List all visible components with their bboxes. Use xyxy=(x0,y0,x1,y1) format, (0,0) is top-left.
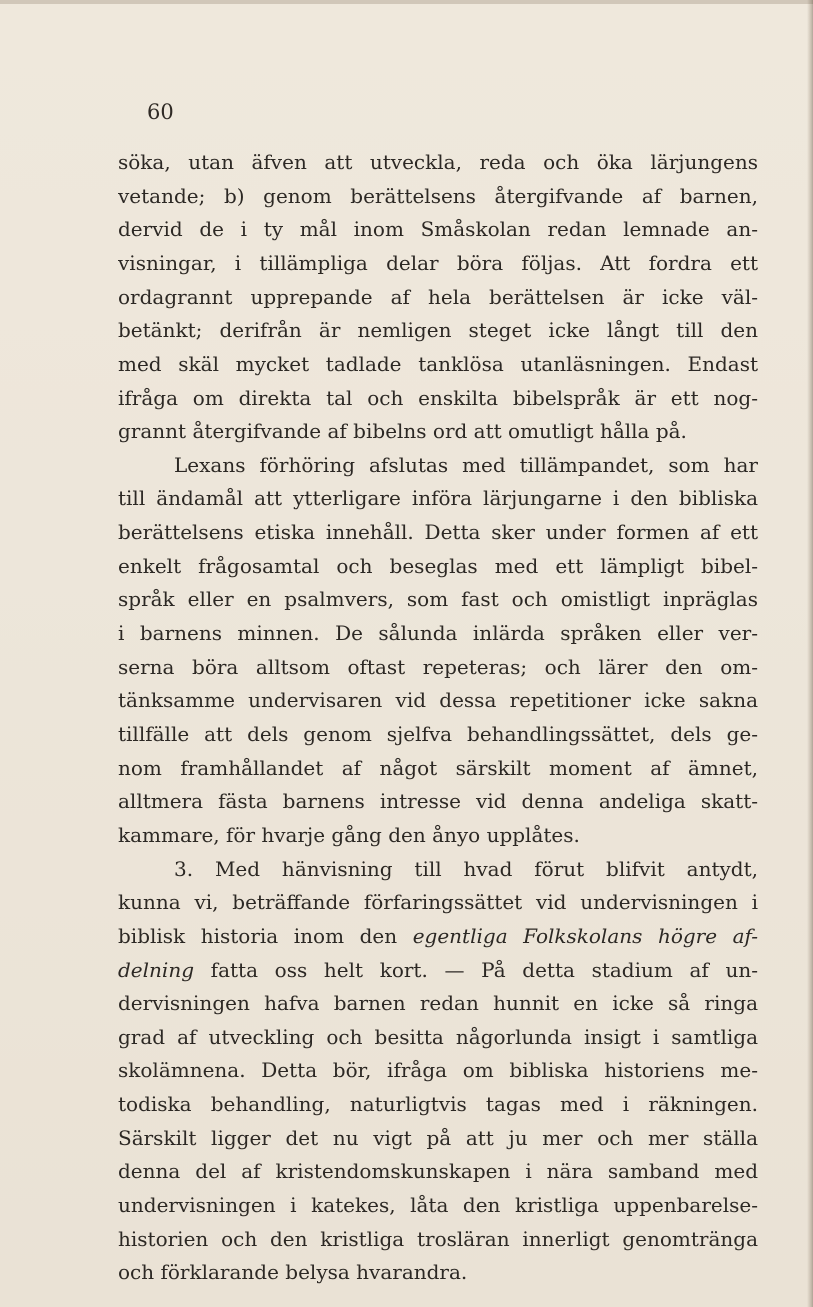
text-line xyxy=(118,920,758,954)
text-line: todiska behandling, naturligtvis tagas med i räkningen. xyxy=(118,1092,758,1117)
text-line: ordagrannt upprepande af hela berättelsen är icke väl- xyxy=(118,284,758,309)
page-right-edge xyxy=(807,0,813,1307)
page-number: 60 xyxy=(147,100,174,124)
text-line: språk eller en psalmvers, som fast och omistligt inpräglas xyxy=(118,587,758,612)
text-line: grad af utveckling och besitta någorlunda insigt i samtliga xyxy=(118,1024,758,1049)
text-line: Särskilt ligger det nu vigt på att ju mer och mer ställa xyxy=(118,1125,758,1150)
text-line: alltmera fästa barnens intresse vid denna andeliga skatt- xyxy=(118,789,758,814)
text-line: ifråga om direkta tal och enskilta bibelspråk är ett nog- xyxy=(118,385,758,410)
text-line: och förklarande belysa hvarandra. xyxy=(118,1260,468,1285)
text-line: nom framhållandet af något särskilt moment af ämnet, xyxy=(118,755,758,780)
text-line: enkelt frågosamtal och beseglas med ett lämpligt bibel- xyxy=(118,553,758,578)
text-line: kunna vi, beträffande förfaringssättet vid undervisningen i xyxy=(118,890,758,915)
text-segment: fatta oss helt kort. — På detta stadium af un- xyxy=(210,957,758,982)
text-line: dervisningen hafva barnen redan hunnit en icke så ringa xyxy=(118,991,758,1016)
page-top-edge xyxy=(0,0,813,4)
text-line: visningar, i tillämpliga delar böra följas. Att fordra ett xyxy=(118,250,758,275)
text-line: dervid de i ty mål inom Småskolan redan lemnade an- xyxy=(118,217,758,242)
text-line: tänksamme undervisaren vid dessa repetitioner icke sakna xyxy=(118,688,758,713)
emphasized-text: delning xyxy=(118,957,194,982)
text-line: söka, utan äfven att utveckla, reda och öka lärjungens xyxy=(118,150,758,174)
text-line: skolämnena. Detta bör, ifråga om bibliska historiens me- xyxy=(118,1058,758,1083)
text-line: berättelsens etiska innehåll. Detta sker under formen af ett xyxy=(118,520,758,545)
text-line: undervisningen i katekes, låta den kristliga uppenbarelse- xyxy=(118,1193,758,1218)
overflow-guard xyxy=(118,1262,758,1296)
text-line: till ändamål att ytterligare införa lärjungarne i den bibliska xyxy=(118,486,758,511)
text-line: tillfälle att dels genom sjelfva behandlingssättet, dels ge- xyxy=(118,722,758,746)
text-line: vetande; b) genom berättelsens återgifvande af barnen, xyxy=(118,183,758,208)
text-segment: biblisk historia inom den xyxy=(118,923,398,948)
text-line: i barnens minnen. De sålunda inlärda språken eller ver- xyxy=(118,621,758,646)
text-line: historien och den kristliga trosläran innerligt genomtränga xyxy=(118,1226,758,1251)
text-line: serna böra alltsom oftast repeteras; och lärer den om- xyxy=(118,654,758,679)
text-line: kammare, för hvarje gång den ånyo upplåtes. xyxy=(118,822,580,847)
text-line: 3. Med hänvisning till hvad förut blifvit antydt, xyxy=(174,856,758,881)
text-line: med skäl mycket tadlade tanklösa utanläsningen. Endast xyxy=(118,351,758,376)
text-line: betänkt; derifrån är nemligen steget icke långt till den xyxy=(118,318,758,343)
text-line xyxy=(118,954,758,988)
text-line: Lexans förhöring afslutas med tillämpandet, som har xyxy=(174,452,758,477)
emphasized-text: egentliga Folkskolans högre af- xyxy=(412,923,758,948)
text-line: grannt återgifvande af bibelns ord att omutligt hålla på. xyxy=(118,419,687,444)
text-line: denna del af kristendomskunskapen i nära samband med xyxy=(118,1159,758,1184)
